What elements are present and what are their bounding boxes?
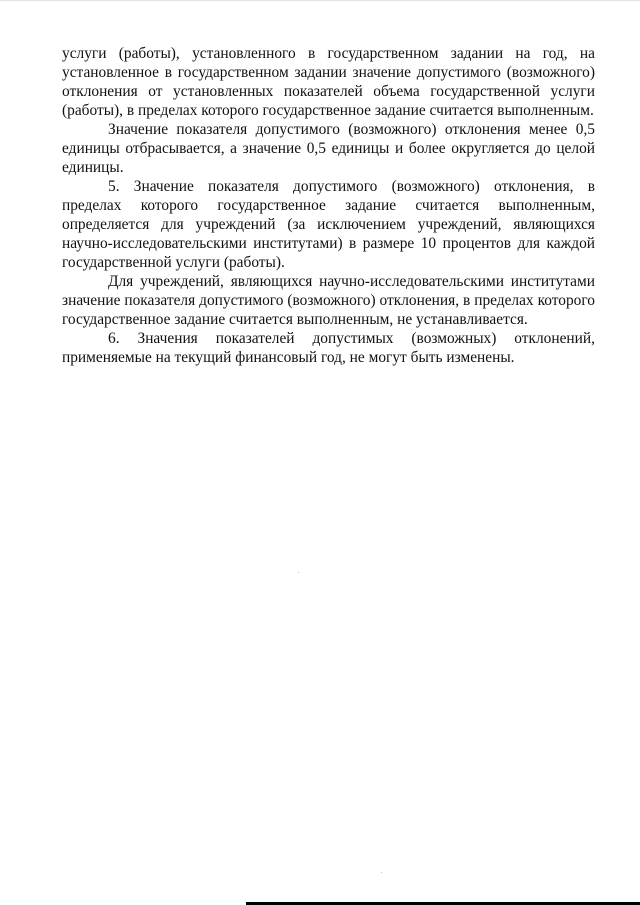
scan-speck bbox=[381, 872, 382, 873]
paragraph-rounding-rule: Значение показателя допустимого (возможного) отклонения менее 0,5 единицы отбрасывается, а значение 0,5 единицы и более округляется до целой единицы. bbox=[62, 121, 595, 176]
scan-speck bbox=[298, 572, 299, 573]
document-body bbox=[62, 44, 595, 367]
scan-top-edge bbox=[0, 0, 640, 1]
paragraph-item-6: 6. Значения показателей допустимых (возможных) отклонений, применяемые на текущий финансовый год, не могут быть изменены. bbox=[62, 330, 595, 366]
paragraph-research-institutes: Для учреждений, являющихся научно-исследовательскими институтами значение показателя допустимого (возможного) отклонения, в пределах которого государственное задание считается выполненным, не устанавливается. bbox=[62, 273, 595, 328]
paragraph-item-5: 5. Значение показателя допустимого (возможного) отклонения, в пределах которого государственное задание считается выполненным, определяется для учреждений (за исключением учреждений, являющихся научно-исследовательскими институтами) в размере 10 процентов для каждой государственной услуги (работы). bbox=[62, 178, 595, 271]
paragraph-continuation: услуги (работы), установленного в государственном задании на год, на установленное в государственном задании значение допустимого (возможного) отклонения от установленных показателей объема государственной услуги (работы), в пределах которого государственное задание считается выполненным. bbox=[62, 45, 595, 119]
